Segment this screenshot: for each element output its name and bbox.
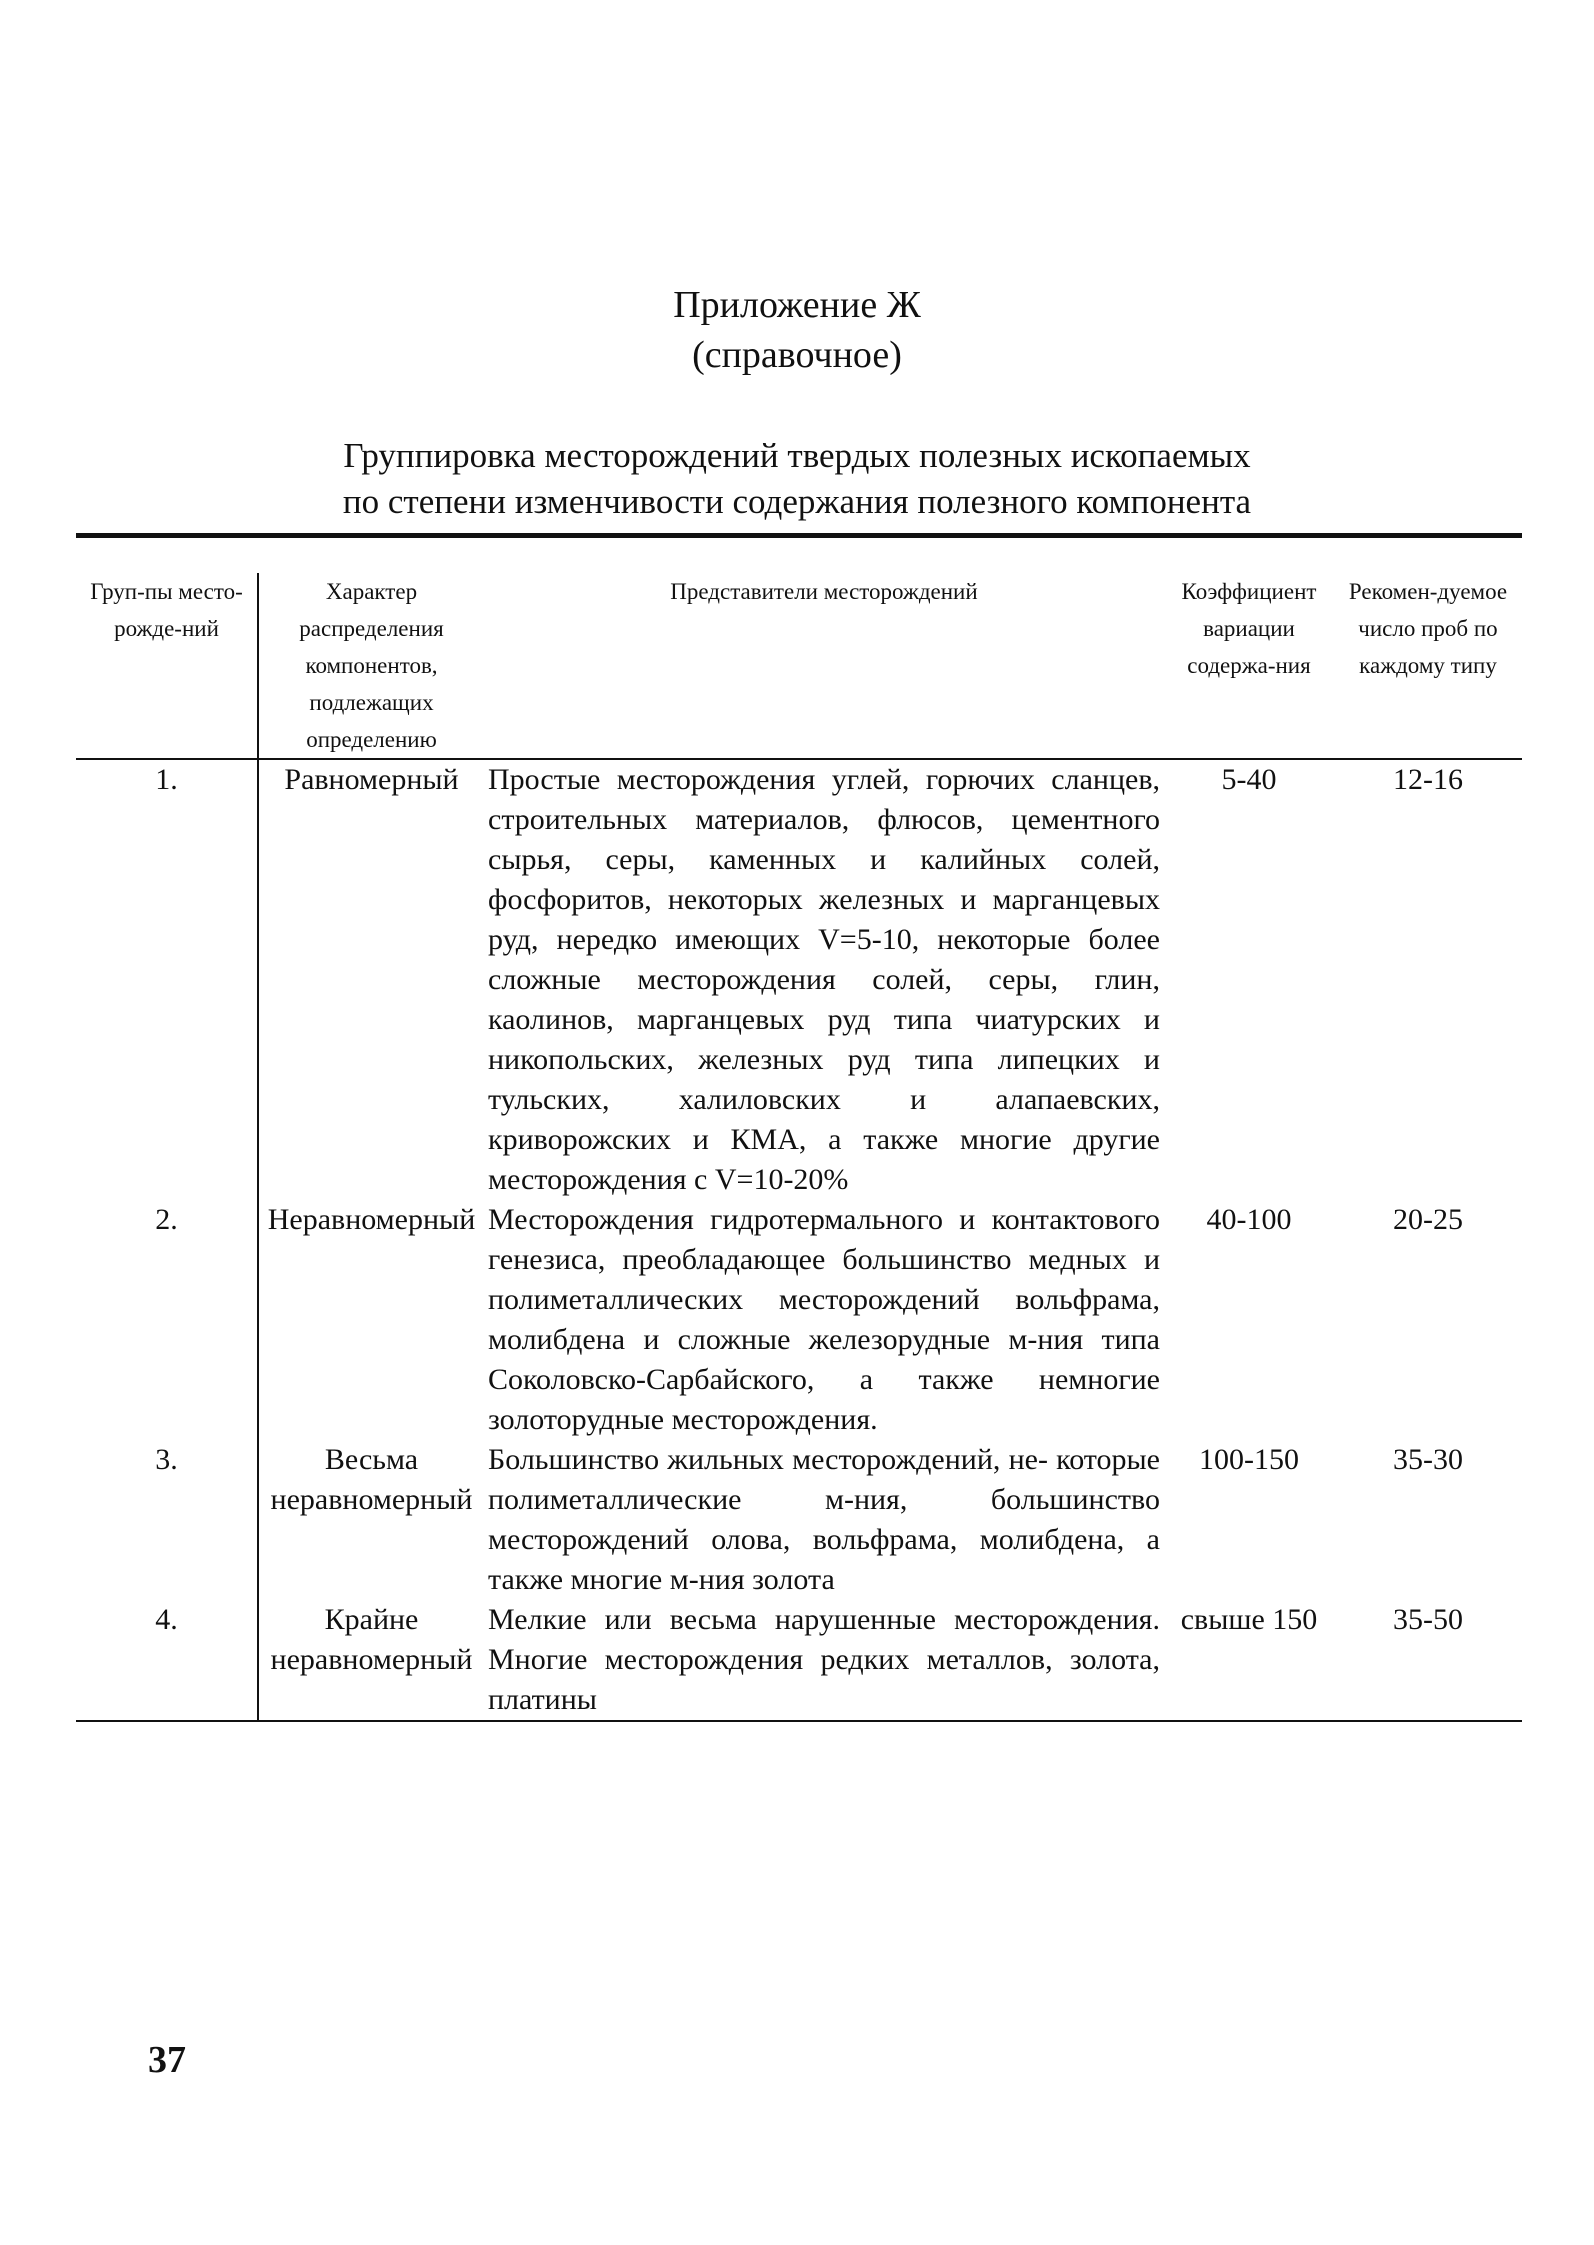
table-row xyxy=(76,1440,1522,1600)
table-row xyxy=(76,1200,1522,1440)
appendix-title: Приложение Ж xyxy=(673,284,921,326)
cell-coefficient: 40-100 xyxy=(1206,1203,1292,1236)
header-coefficient: Коэффициент вариации содержа-ния xyxy=(1164,573,1334,759)
cell-samples: 20-25 xyxy=(1393,1203,1463,1236)
cell-coefficient: 100-150 xyxy=(1199,1443,1299,1476)
table-caption-line-2: по степени изменчивости содержания полезного компонента xyxy=(342,482,1252,521)
cell-group: 4. xyxy=(76,1600,258,1721)
cell-representatives: Месторождения гидротермального и контактового генезиса, преобладающее большинство медных и полиметаллических месторождений вольфрама, молибдена и сложные железорудные м-ния типа Соколовско-Сарбайского, а также немногие золоторудные месторождения. xyxy=(488,1203,1160,1436)
cell-representatives: Мелкие или весьма нарушенные месторождения. Многие месторождения редких металлов, золота, платины xyxy=(488,1603,1160,1716)
cell-character: Весьма неравномерный xyxy=(270,1443,473,1516)
cell-samples: 35-30 xyxy=(1393,1443,1463,1476)
appendix-subtitle: (справочное) xyxy=(692,334,902,376)
cell-character: Равномерный xyxy=(284,763,459,796)
cell-character: Неравномерный xyxy=(267,1203,476,1236)
cell-samples: 35-50 xyxy=(1393,1603,1463,1636)
header-samples: Рекомен-дуемое число проб по каждому типу xyxy=(1334,573,1522,759)
header-group: Груп-пы место-рожде-ний xyxy=(76,573,258,759)
page-number: 37 xyxy=(148,2039,186,2081)
table-row xyxy=(76,1600,1522,1721)
cell-group: 3. xyxy=(76,1440,258,1600)
cell-representatives: Большинство жильных месторождений, не- которые полиметаллические м-ния, большинство месторождений олова, вольфрама, молибдена, а также многие м-ния золота xyxy=(488,1443,1160,1596)
header-character: Характер распределения компонентов, подлежащих определению xyxy=(258,573,484,759)
cell-coefficient: 5-40 xyxy=(1221,763,1277,796)
table-header-row xyxy=(76,573,1522,759)
cell-character: Крайне неравномерный xyxy=(270,1603,473,1676)
table-row xyxy=(76,759,1522,1200)
cell-representatives: Простые месторождения углей, горючих сланцев, строительных материалов, флюсов, цементного сырья, серы, каменных и калийных солей, фосфоритов, некоторых железных и марганцевых руд, нередко имеющих V=5-10, некоторые более сложные месторождения солей, серы, глин, каолинов, марганцевых руд типа чиатурских и никопольских, железных руд типа липецких и тульских, халиловских и алапаевских, криворожских и КМА, а также многие другие месторождения с V=10-20% xyxy=(488,763,1160,1196)
deposit-groups-table xyxy=(76,573,1522,1722)
cell-samples: 12-16 xyxy=(1393,763,1463,796)
cell-coefficient: свыше 150 xyxy=(1180,1603,1318,1636)
cell-group: 1. xyxy=(76,759,258,1200)
caption-rule xyxy=(76,533,1522,538)
header-representatives: Представители месторождений xyxy=(484,573,1164,759)
cell-group: 2. xyxy=(76,1200,258,1440)
table-caption-line-1: Группировка месторождений твердых полезных ископаемых xyxy=(343,436,1251,475)
